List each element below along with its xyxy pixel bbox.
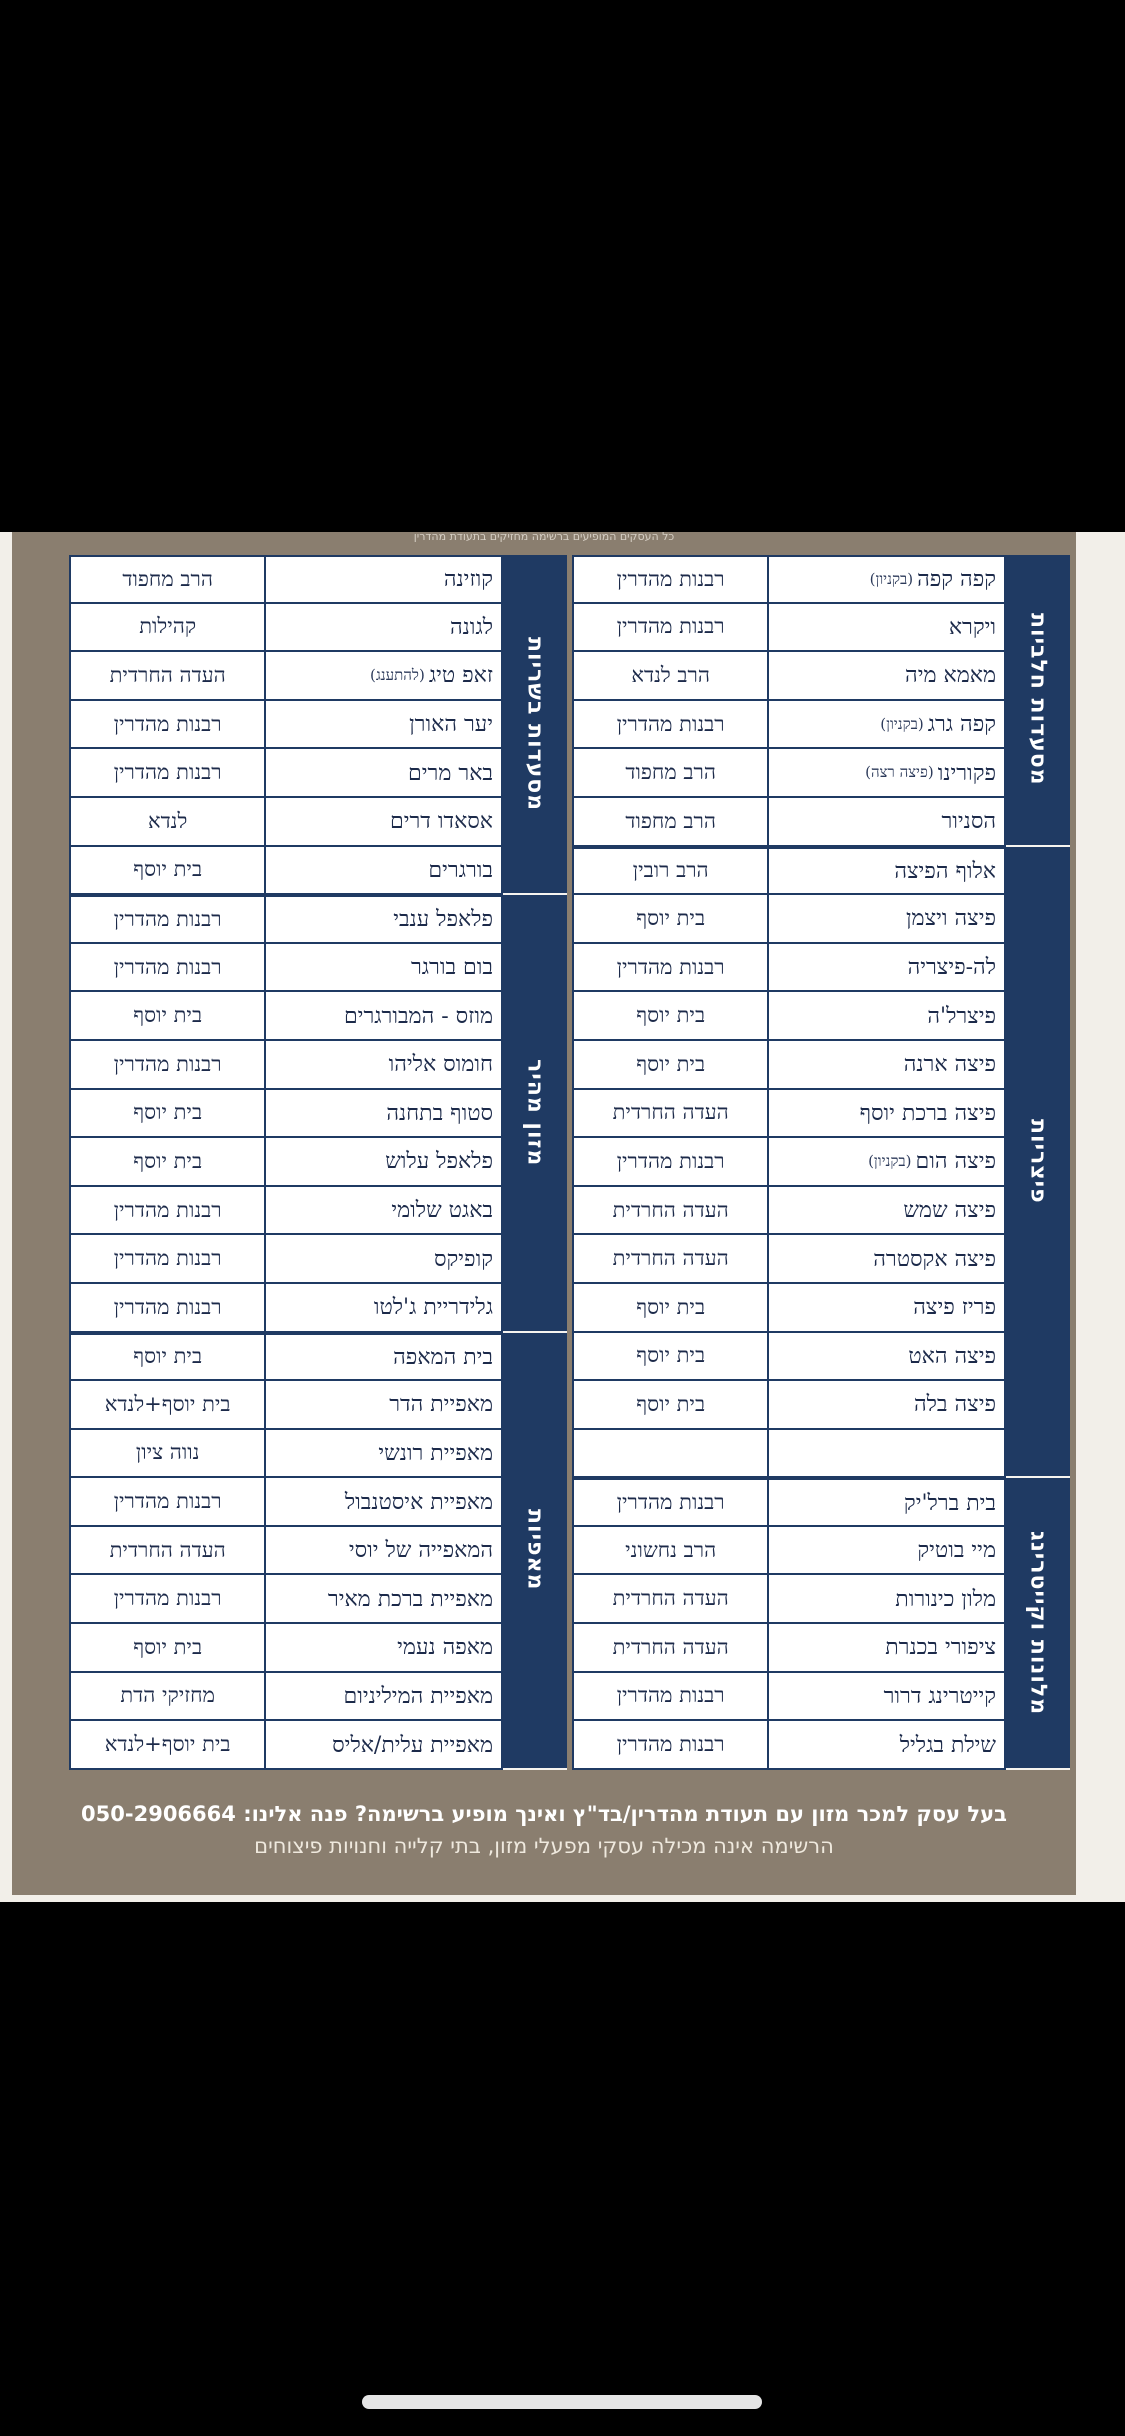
business-name (767, 1430, 1006, 1477)
certification: רבנות מהדרין (69, 701, 264, 748)
right-column (572, 555, 1070, 1770)
business-name (767, 849, 1006, 894)
certification: קהילות (69, 604, 264, 651)
business-name-text: קוזינה (443, 567, 493, 593)
table-row (69, 1478, 503, 1527)
business-name (767, 992, 1006, 1039)
business-name-text: קפה קפה (917, 567, 996, 593)
certification: העדה החרדית (69, 1527, 264, 1574)
business-name-text: ציפורי בכנרת (885, 1635, 996, 1661)
table-row (69, 1187, 503, 1236)
business-name (264, 557, 503, 602)
business-name (767, 1090, 1006, 1137)
table-row (69, 701, 503, 750)
business-name-text: פיצה ברכת יוסף (859, 1100, 996, 1126)
business-name (767, 1041, 1006, 1088)
certification: בית יוסף (69, 1335, 264, 1380)
table-row (572, 1041, 1006, 1090)
table-row (69, 847, 503, 896)
table-row (572, 701, 1006, 750)
category-group (572, 847, 1070, 1479)
business-name-text: פקורינו (937, 760, 996, 786)
business-name (767, 652, 1006, 699)
category-label (503, 895, 567, 1332)
business-name (264, 1430, 503, 1477)
business-name (264, 798, 503, 845)
business-name (264, 1335, 503, 1380)
certification: הרב מחפוד (69, 557, 264, 602)
category-group (69, 555, 567, 895)
table-row (69, 1673, 503, 1722)
certification: הרב לנדא (572, 652, 767, 699)
business-name (264, 1187, 503, 1234)
certification: בית יוסף (572, 1333, 767, 1380)
table-row (69, 1041, 503, 1090)
table-row (572, 749, 1006, 798)
category-title: מלונות וקייטרינג (1025, 1530, 1051, 1716)
business-name-text: לגונה (450, 614, 493, 640)
certification: רבנות מהדרין (69, 1187, 264, 1234)
business-name-text: פיצרל'ה (927, 1003, 996, 1029)
certification: נווה ציון (69, 1430, 264, 1477)
table-row (69, 1624, 503, 1673)
table-row (69, 798, 503, 847)
certification: רבנות מהדרין (69, 897, 264, 942)
business-name (767, 1721, 1006, 1768)
business-name-text: אלוף הפיצה (894, 858, 996, 884)
table-row (572, 1333, 1006, 1382)
business-name (264, 701, 503, 748)
kosher-list-sheet (0, 532, 1125, 1902)
category-label (1006, 555, 1070, 847)
table-row (572, 1090, 1006, 1139)
table-row (69, 1381, 503, 1430)
business-name-text: שילת בגליל (899, 1732, 996, 1758)
business-name (264, 1478, 503, 1525)
category-title: מזון מהיר (522, 1059, 548, 1167)
certification: הרב נחשוני (572, 1527, 767, 1574)
certification: בית יוסף (572, 895, 767, 942)
business-name-text: מאפיית עלית/אליס (332, 1732, 493, 1758)
business-name-text: פיצה האט (908, 1343, 996, 1369)
certification: רבנות מהדרין (69, 1575, 264, 1622)
table-row (69, 1527, 503, 1576)
table-row (572, 1430, 1006, 1479)
table-row (572, 1624, 1006, 1673)
category-label (503, 1333, 567, 1770)
business-name (767, 557, 1006, 602)
business-name-text: פלאפל ענבי (393, 907, 493, 933)
business-name (767, 1333, 1006, 1380)
left-column (69, 555, 567, 1770)
business-name (264, 1090, 503, 1137)
table-row (572, 1478, 1006, 1527)
business-name-text: מאפיית ברכת מאיר (327, 1586, 493, 1612)
business-name-text: פלאפל עלוש (385, 1149, 493, 1175)
certification: רבנות מהדרין (572, 1480, 767, 1525)
business-name-text: פיצה שמש (903, 1198, 996, 1224)
business-name (264, 1721, 503, 1768)
footer (12, 1790, 1076, 1882)
certification: רבנות מהדרין (572, 944, 767, 991)
business-name (767, 701, 1006, 748)
category-title: פיצריות (1025, 1119, 1051, 1204)
category-rows (69, 555, 503, 895)
list-frame (12, 532, 1076, 1895)
business-name (767, 604, 1006, 651)
certification: בית יוסף (69, 1624, 264, 1671)
business-name-text: ויקרא (948, 614, 996, 640)
certification: העדה החרדית (572, 1187, 767, 1234)
category-title: מסעדות בשריות (522, 637, 548, 812)
business-name (767, 1575, 1006, 1622)
business-name (264, 944, 503, 991)
footer-disclaimer-line: הרשימה אינה מכילה עסקי מפעלי מזון, בתי קלייה וחנויות פיצוחים (254, 1834, 834, 1858)
business-name-text: פיצה בלה (913, 1392, 996, 1418)
certification: רבנות מהדרין (572, 1721, 767, 1768)
business-name-text: פיצה הום (915, 1149, 996, 1175)
business-note: (פיצה רצה) (865, 763, 934, 782)
certification: רבנות מהדרין (69, 1041, 264, 1088)
certification: בית יוסף (572, 1041, 767, 1088)
certification: רבנות מהדרין (69, 944, 264, 991)
business-name-text: בית ברל'יק (903, 1490, 996, 1516)
business-name-text: בית המאפה (393, 1344, 493, 1370)
table-row (572, 1527, 1006, 1576)
business-name-text: מיי בוטיק (917, 1538, 996, 1564)
certification: העדה החרדית (572, 1575, 767, 1622)
category-group (572, 555, 1070, 847)
certification: בית יוסף (572, 1284, 767, 1331)
table-row (572, 1187, 1006, 1236)
table-row (572, 1381, 1006, 1430)
business-name-text: מאפיית רונשי (378, 1440, 493, 1466)
business-name (767, 1235, 1006, 1282)
business-name-text: מוזס - המבורגרים (343, 1003, 493, 1029)
certification: בית יוסף+לנדא (69, 1381, 264, 1428)
table-row (572, 847, 1006, 896)
table-row (572, 798, 1006, 847)
certification: לנדא (69, 798, 264, 845)
business-name-text: בורגרים (428, 857, 493, 883)
certification: רבנות מהדרין (572, 701, 767, 748)
category-label (1006, 1478, 1070, 1770)
category-label (1006, 847, 1070, 1479)
business-name-text: מאפיית איסטנבול (344, 1489, 493, 1515)
certification (572, 1430, 767, 1477)
table-row (572, 895, 1006, 944)
footer-contact-line: בעל עסק למכר מזון עם תעודת מהדרין/בד"ץ ואינך מופיע ברשימה? פנה אלינו: 050-2906664 (81, 1802, 1007, 1826)
certification: בית יוסף (69, 1090, 264, 1137)
table-row (572, 1673, 1006, 1722)
category-rows (69, 1333, 503, 1770)
business-name-text: באגט שלומי (391, 1198, 493, 1224)
business-name (264, 1381, 503, 1428)
certification: רבנות מהדרין (572, 604, 767, 651)
category-title: מסעדות חלביות (1025, 613, 1051, 787)
table-row (69, 1090, 503, 1139)
certification: העדה החרדית (572, 1090, 767, 1137)
table-row (69, 555, 503, 604)
table-row (69, 749, 503, 798)
business-name (767, 798, 1006, 845)
business-name (767, 1673, 1006, 1720)
table-row (69, 1235, 503, 1284)
category-rows (572, 1478, 1006, 1770)
certification: רבנות מהדרין (69, 749, 264, 796)
certification: בית יוסף (69, 1138, 264, 1185)
business-name-text: פיצה ארנה (903, 1052, 996, 1078)
category-group (69, 1333, 567, 1770)
business-name (264, 1235, 503, 1282)
category-group (69, 895, 567, 1332)
certification: הרב מחפוד (572, 749, 767, 796)
business-name (264, 749, 503, 796)
table-row (572, 652, 1006, 701)
business-name (767, 944, 1006, 991)
certification: בית יוסף (572, 992, 767, 1039)
business-note: (בקניון) (880, 714, 924, 733)
business-name (264, 1575, 503, 1622)
table-row (69, 1575, 503, 1624)
table-row (572, 1138, 1006, 1187)
certification: העדה החרדית (572, 1235, 767, 1282)
table-row (69, 652, 503, 701)
table-row (572, 1575, 1006, 1624)
table-row (572, 944, 1006, 993)
certification: בית יוסף (69, 992, 264, 1039)
business-name (264, 1041, 503, 1088)
business-name (264, 897, 503, 942)
category-label (503, 555, 567, 895)
certification: רבנות מהדרין (572, 557, 767, 602)
certification: רבנות מהדרין (69, 1284, 264, 1331)
business-name-text: המאפייה של יוסי (348, 1538, 493, 1564)
category-rows (572, 847, 1006, 1479)
business-name-text: גלידריית ג'לטו (373, 1295, 493, 1321)
business-name-text: מלון כינורות (895, 1586, 996, 1612)
business-name-text: מאמא מיה (905, 663, 996, 689)
category-rows (572, 555, 1006, 847)
category-group (572, 1478, 1070, 1770)
business-name (767, 1284, 1006, 1331)
certification: רבנות מהדרין (572, 1673, 767, 1720)
home-indicator[interactable] (362, 2395, 762, 2409)
table-row (69, 1430, 503, 1479)
table-row (69, 1284, 503, 1333)
business-name-text: באר מרים (408, 760, 493, 786)
table-row (69, 895, 503, 944)
table-row (69, 604, 503, 653)
table-row (69, 1138, 503, 1187)
certification: הרב מחפוד (572, 798, 767, 845)
top-strip-text: כל העסקים המופיעים ברשימה מחזיקים בתעודת מהדרין (413, 532, 675, 542)
business-name (264, 1673, 503, 1720)
business-name (264, 652, 503, 699)
table-row (69, 1333, 503, 1382)
certification: הרב רובין (572, 849, 767, 894)
certification: העדה החרדית (572, 1624, 767, 1671)
business-name-text: קייטרינג דרור (883, 1683, 996, 1709)
business-name (264, 1138, 503, 1185)
business-name-text: קפה גרג (927, 712, 996, 738)
business-name (264, 992, 503, 1039)
table-row (572, 992, 1006, 1041)
table-row (69, 992, 503, 1041)
certification: רבנות מהדרין (572, 1138, 767, 1185)
certification: רבנות מהדרין (69, 1478, 264, 1525)
business-name-text: יער האורן (409, 712, 493, 738)
business-name (767, 1381, 1006, 1428)
category-rows (69, 895, 503, 1332)
certification: בית יוסף+לנדא (69, 1721, 264, 1768)
business-name-text: הסניור (941, 809, 996, 835)
business-name (767, 1527, 1006, 1574)
business-name-text: מאפה נעמי (397, 1635, 493, 1661)
business-name (767, 1138, 1006, 1185)
table-row (572, 1235, 1006, 1284)
table-row (572, 1284, 1006, 1333)
business-name-text: פיצה אקסטרה (873, 1246, 996, 1272)
business-name (767, 1187, 1006, 1234)
table-row (572, 1721, 1006, 1770)
business-name-text: סטוף בתחנה (386, 1100, 493, 1126)
table-row (572, 604, 1006, 653)
business-name-text: זאפ טיג (428, 663, 493, 689)
certification: מחזיקי הדת (69, 1673, 264, 1720)
business-note: (בקניון) (869, 569, 914, 588)
table-row (69, 1721, 503, 1770)
business-name-text: בום בורגר (410, 955, 493, 981)
certification: העדה החרדית (69, 652, 264, 699)
business-name-text: חומוס אליהו (388, 1052, 493, 1078)
category-title: מאפיות (522, 1509, 548, 1591)
certification: בית יוסף (69, 847, 264, 894)
business-name (264, 1624, 503, 1671)
business-name (264, 1284, 503, 1331)
business-note: (בקניון) (868, 1151, 912, 1170)
business-name (767, 749, 1006, 796)
table-row (69, 944, 503, 993)
business-name (767, 1624, 1006, 1671)
business-name-text: אסאדו דרים (389, 809, 493, 835)
business-name-text: פיצה ויצמן (905, 906, 996, 932)
business-name-text: לה-פיצריה (907, 955, 996, 981)
business-name-text: פריז פיצה (913, 1295, 996, 1321)
business-name (264, 847, 503, 894)
business-name-text: קופיקס (434, 1246, 493, 1272)
certification: בית יוסף (572, 1381, 767, 1428)
table-row (572, 555, 1006, 604)
certification: רבנות מהדרין (69, 1235, 264, 1282)
business-name (767, 1480, 1006, 1525)
business-name (264, 604, 503, 651)
business-name (767, 895, 1006, 942)
business-name (264, 1527, 503, 1574)
business-name-text: מאפיית המיליניום (343, 1683, 493, 1709)
business-note: (להתענג) (369, 665, 425, 684)
business-name-text: מאפיית הדר (389, 1392, 493, 1418)
